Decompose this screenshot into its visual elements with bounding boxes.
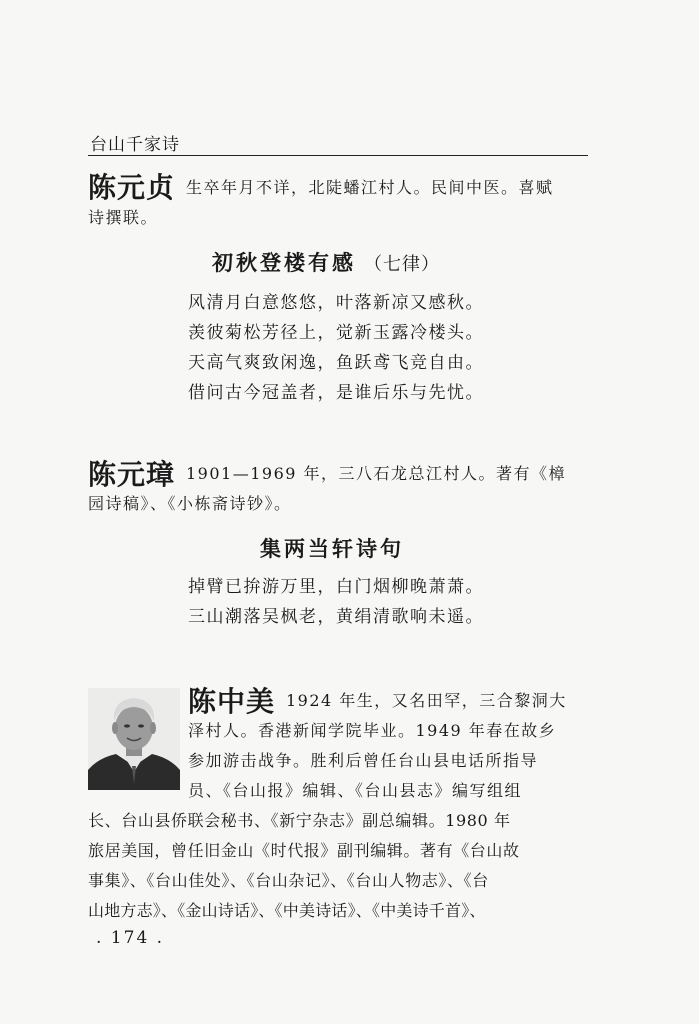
author-bio: 园诗稿》、《小栋斋诗钞》。: [88, 494, 292, 513]
author-portrait: [88, 688, 180, 790]
author-name: 陈中美: [188, 685, 276, 718]
poem-title: [212, 247, 440, 277]
author-bio: 长、台山县侨联会秘书、《新宁杂志》副总编辑。1980 年: [88, 811, 511, 830]
author-bio: 山地方志》、《金山诗话》、《中美诗话》、《中美诗千首》、: [88, 901, 486, 920]
poem-form: （七律）: [364, 254, 440, 275]
author-bio: 旅居美国，曾任旧金山《时代报》副刊编辑。著有《台山故: [88, 841, 520, 860]
author-bio: 1924 年生，又名田罕，三合黎洞大: [286, 691, 567, 710]
author-bio: 参加游击战争。胜利后曾任台山县电话所指导: [188, 751, 539, 770]
running-header: 台山千家诗: [90, 135, 180, 155]
verse-line: 掉臂已拚游万里，白门烟柳晚萧萧。: [188, 577, 484, 597]
page-number: . 174 .: [96, 928, 165, 948]
poem-body: [188, 288, 484, 408]
verse-line: 借问古今冠盖者，是谁后乐与先忧。: [188, 383, 484, 403]
poem-title-text: 初秋登楼有感: [212, 251, 356, 275]
author-bio: 员、《台山报》编辑、《台山县志》编写组组: [188, 781, 523, 800]
author-name: 陈元璋: [88, 458, 176, 491]
author-bio: 诗撰联。: [88, 208, 159, 227]
author-bio: 生卒年月不详，北陡蟠江村人。民间中医。喜赋: [186, 178, 554, 197]
verse-line: 三山潮落吴枫老，黄绢清歌响未遥。: [188, 607, 484, 627]
verse-line: 羡彼菊松芳径上，觉新玉露冷楼头。: [188, 323, 484, 343]
author-bio: 事集》、《台山佳处》、《台山杂记》、《台山人物志》、《台: [88, 871, 489, 890]
poem-title: 集两当轩诗句: [260, 537, 404, 561]
poem-body: [188, 572, 484, 632]
header-rule: [88, 155, 588, 156]
author-bio: 泽村人。香港新闻学院毕业。1949 年春在故乡: [188, 721, 557, 740]
verse-line: 天高气爽致闲逸，鱼跃鸢飞竞自由。: [188, 353, 484, 373]
author-bio: 1901—1969 年，三八石龙总江村人。著有《樟: [186, 464, 567, 483]
verse-line: 风清月白意悠悠，叶落新凉又感秋。: [188, 293, 484, 313]
author-name: 陈元贞: [88, 171, 176, 204]
